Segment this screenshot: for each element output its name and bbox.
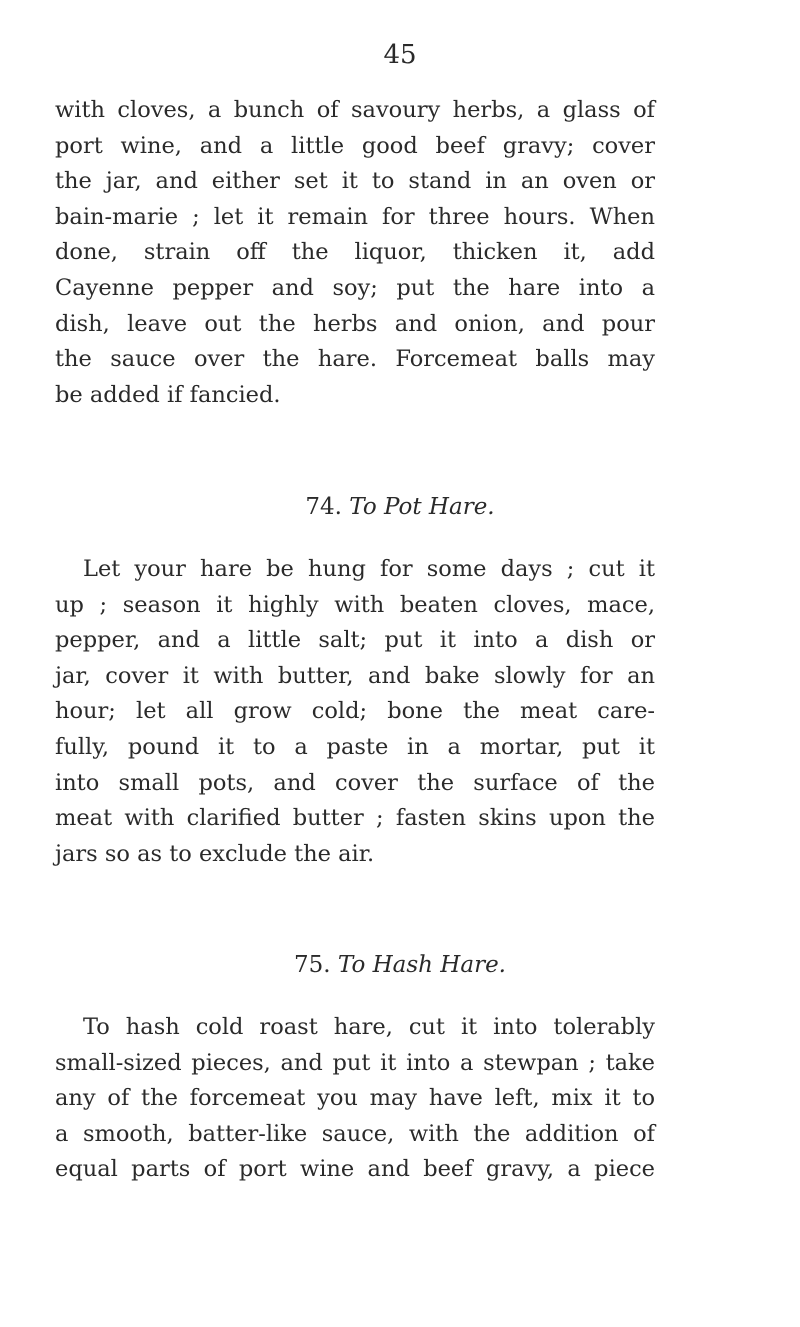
text-line: Cayenne pepper and soy; put the hare into a	[55, 274, 655, 301]
text-line: small-sized pieces, and put it into a stewpan ; take	[55, 1049, 655, 1076]
recipe-title: To Hash Hare.	[337, 952, 506, 978]
text-line: fully, pound it to a paste in a mortar, put it	[55, 733, 655, 760]
text-line: dish, leave out the herbs and onion, and pour	[55, 310, 655, 337]
recipe-number: 74.	[305, 494, 342, 520]
text-line: any of the forcemeat you may have left, mix it to	[55, 1085, 655, 1112]
text-line: the sauce over the hare. Forcemeat balls may	[55, 346, 655, 373]
text-line: hour; let all grow cold; bone the meat care-	[55, 698, 655, 725]
recipe-74-body	[55, 552, 655, 872]
text-line: meat with clarified butter ; fasten skins upon the	[55, 805, 655, 832]
text-line: port wine, and a little good beef gravy; cover	[55, 132, 655, 159]
continuation-paragraph	[55, 93, 655, 413]
recipe-title: To Pot Hare.	[349, 494, 495, 520]
recipe-74-heading	[0, 492, 800, 522]
text-line: a smooth, batter-like sauce, with the addition of	[55, 1120, 655, 1147]
text-line: done, strain off the liquor, thicken it, add	[55, 239, 655, 266]
recipe-number: 75.	[294, 952, 331, 978]
text-line: To hash cold roast hare, cut it into tolerably	[83, 1014, 655, 1040]
text-line: with cloves, a bunch of savoury herbs, a glass of	[55, 97, 655, 123]
text-line: jars so as to exclude the air.	[55, 840, 375, 867]
text-line: jar, cover it with butter, and bake slowly for an	[55, 662, 655, 689]
page-number: 45	[383, 40, 417, 70]
text-line: bain-marie ; let it remain for three hours. When	[55, 203, 655, 230]
text-line: be added if fancied.	[55, 381, 281, 408]
text-line: Let your hare be hung for some days ; cut it	[83, 556, 655, 582]
text-line: pepper, and a little salt; put it into a dish or	[55, 627, 655, 654]
text-line: into small pots, and cover the surface of the	[55, 769, 655, 796]
text-line: up ; season it highly with beaten cloves, mace,	[55, 591, 655, 618]
recipe-75-body	[55, 1010, 655, 1188]
recipe-75-heading	[0, 950, 800, 980]
text-line: equal parts of port wine and beef gravy, a piece	[55, 1156, 655, 1183]
text-line: the jar, and either set it to stand in an oven or	[55, 168, 655, 195]
